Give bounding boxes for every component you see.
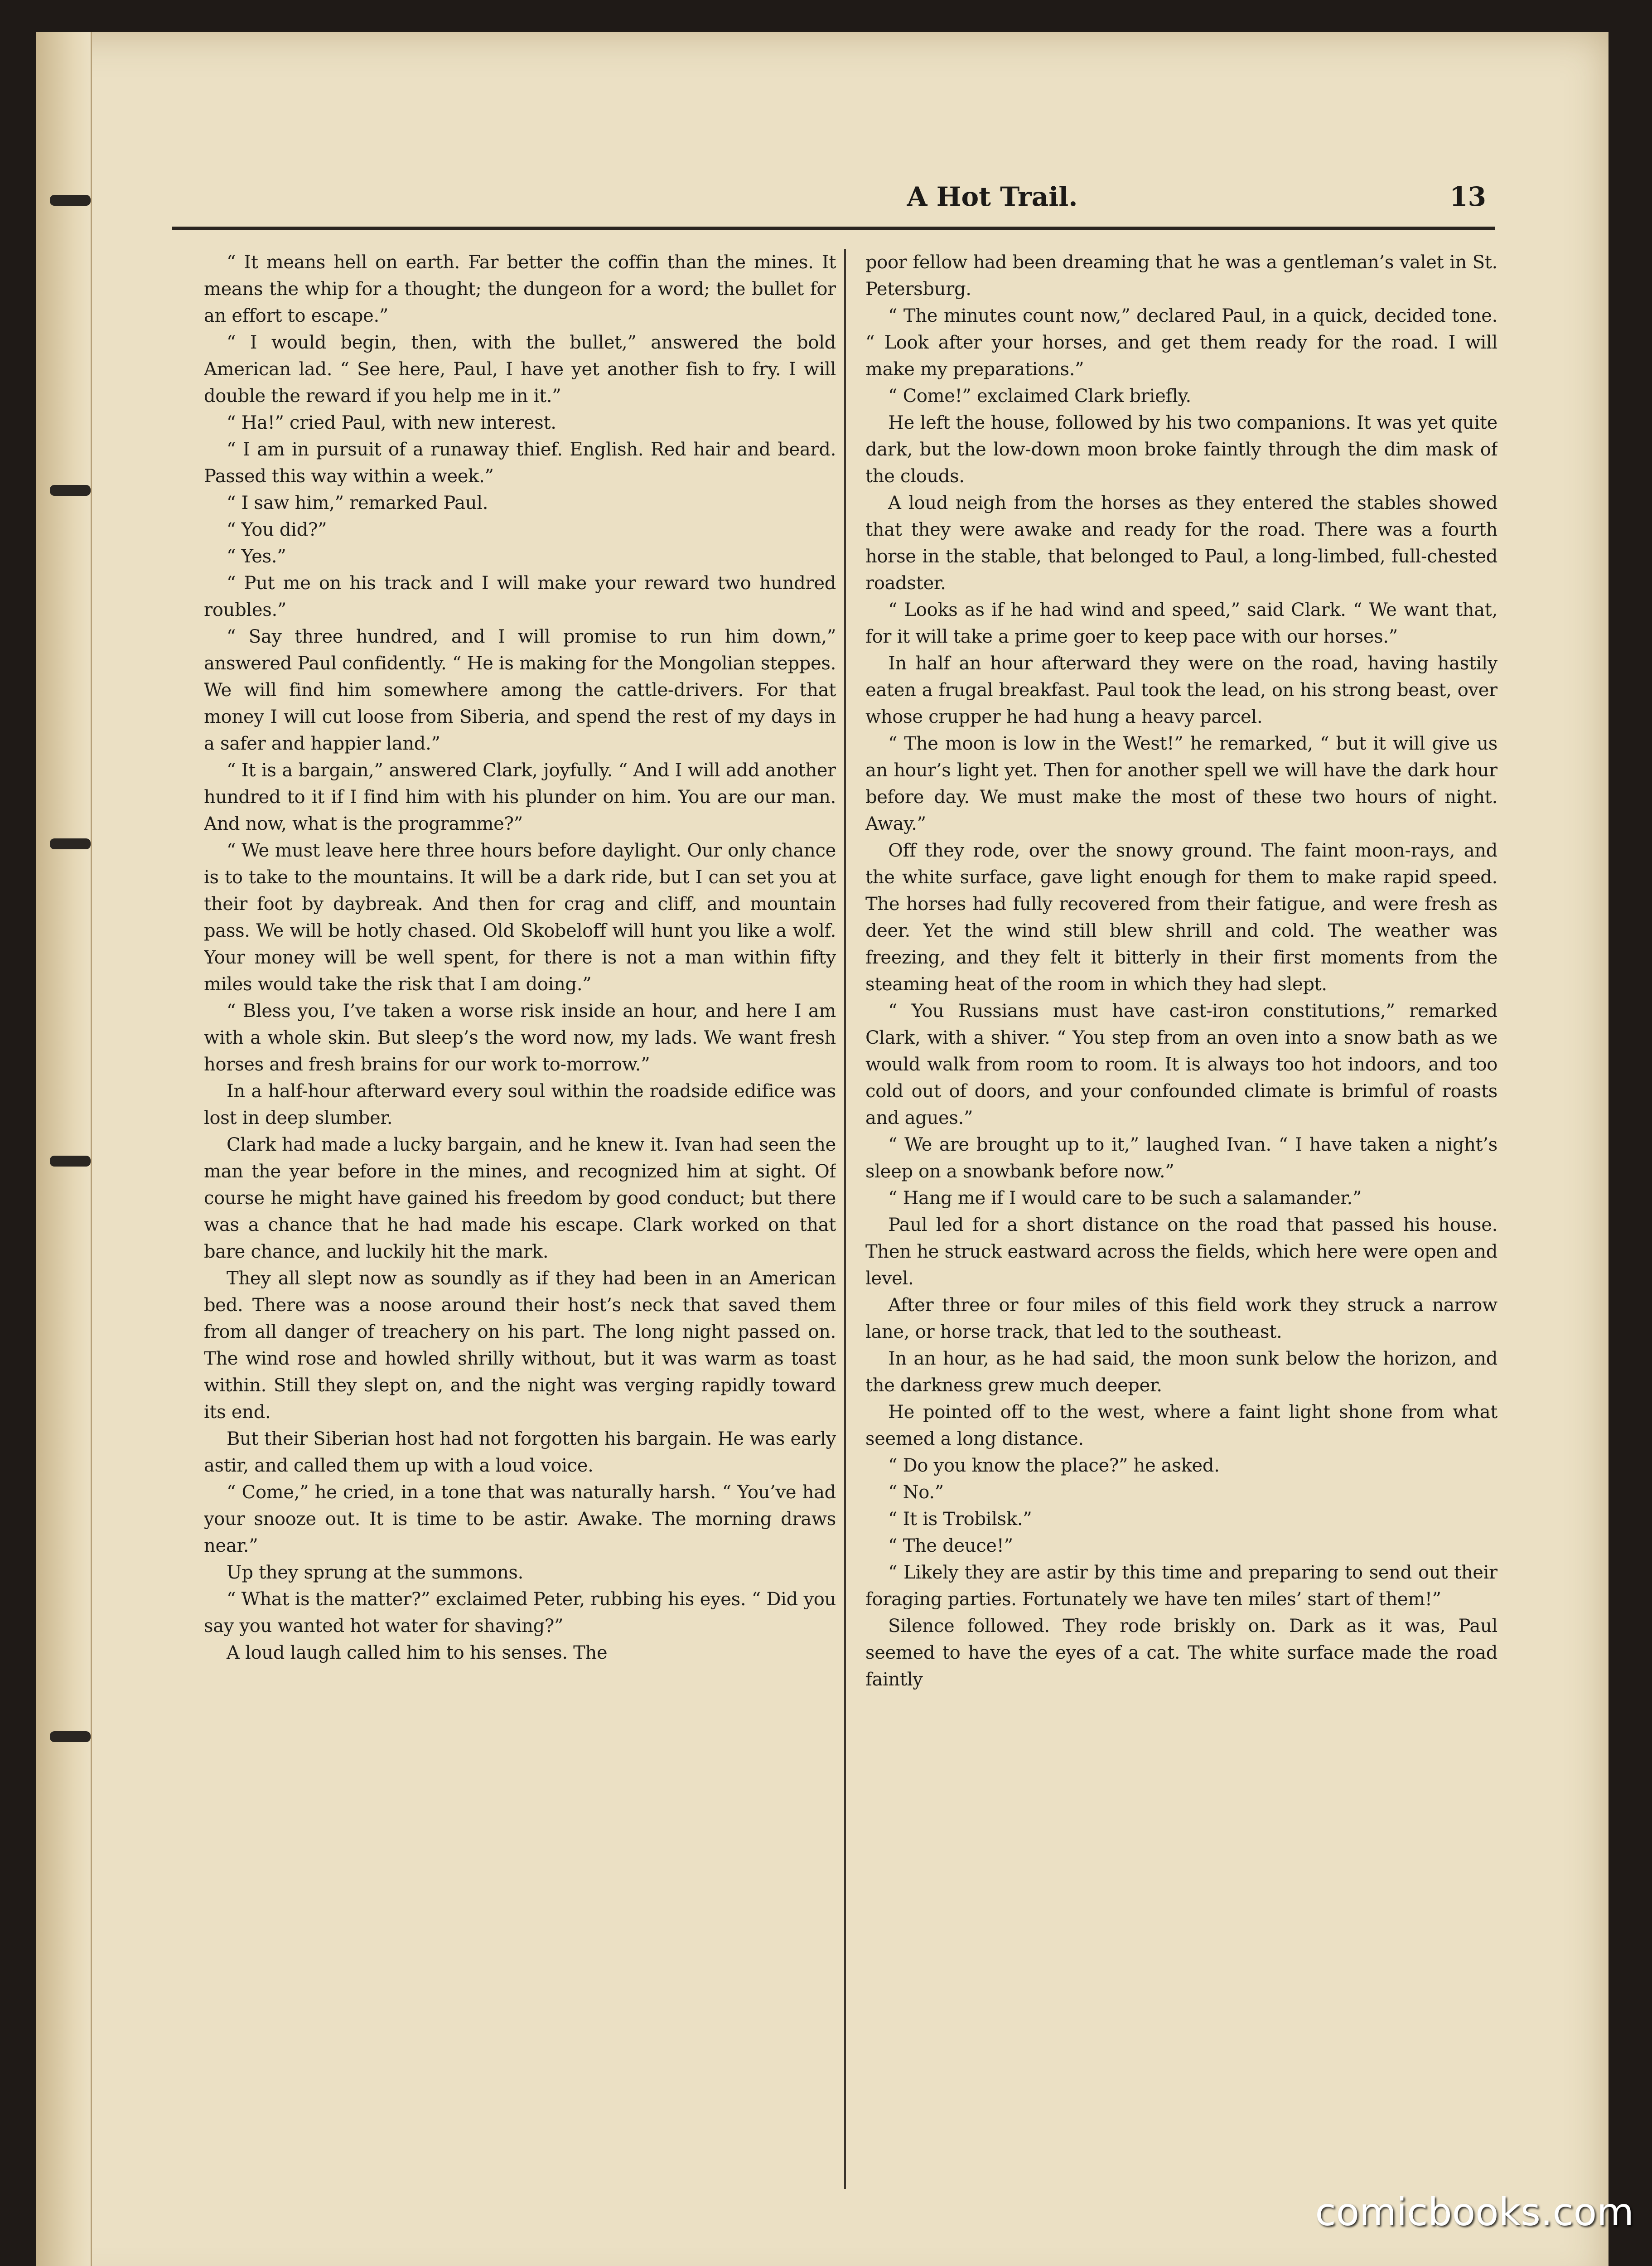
binding-stitch — [50, 1731, 91, 1742]
paragraph: In a half-hour afterward every soul within the roadside edifice was lost in deep slumber. — [204, 1081, 836, 1128]
paragraph: “ We are brought up to it,” laughed Ivan. “ I have taken a night’s sleep on a snowbank before now.” — [865, 1134, 1497, 1182]
paragraph: He pointed off to the west, where a faint light shone from what seemed a long distance. — [865, 1402, 1497, 1449]
paragraph: “ Yes.” — [227, 546, 286, 567]
paragraph: poor fellow had been dreaming that he was a gentleman’s valet in St. Petersburg. — [865, 252, 1497, 300]
paragraph: Silence followed. They rode briskly on. Dark as it was, Paul seemed to have the eyes of a cat. The white surface made the road faintly — [865, 1616, 1497, 1690]
binding-stitch — [50, 838, 91, 849]
paragraph: But their Siberian host had not forgotten his bargain. He was early astir, and called them up with a loud voice. — [204, 1428, 836, 1476]
binding-spine — [36, 32, 92, 2266]
paragraph: “ The moon is low in the West!” he remarked, “ but it will give us an hour’s light yet. Then for another spell we will have the dark hour before day. We must make the most of these two hours of night. Away.” — [865, 733, 1497, 834]
paragraph: “ Come!” exclaimed Clark briefly. — [888, 386, 1191, 407]
binding-stitch — [50, 1156, 91, 1167]
paragraph: “ I saw him,” remarked Paul. — [227, 493, 488, 513]
paragraph: “ It is a bargain,” answered Clark, joyfully. “ And I will add another hundred to it if I find him with his plunder on him. You are our man. And now, what is the programme?” — [204, 760, 836, 834]
paragraph: A loud laugh called him to his senses. The — [227, 1642, 608, 1663]
paragraph: “ The deuce!” — [888, 1535, 1013, 1556]
paragraph: “ The minutes count now,” declared Paul, in a quick, decided tone. “ Look after your horses, and get them ready for the road. I will make my preparations.” — [865, 305, 1497, 380]
column-divider — [844, 249, 846, 2189]
paragraph: “ What is the matter?” exclaimed Peter, rubbing his eyes. “ Did you say you wanted hot water for shaving?” — [204, 1589, 836, 1637]
book-page — [36, 32, 1609, 2266]
paragraph: “ I am in pursuit of a runaway thief. English. Red hair and beard. Passed this way within a week.” — [204, 439, 836, 487]
paragraph: “ Bless you, I’ve taken a worse risk inside an hour, and here I am with a whole skin. But sleep’s the word now, my lads. We want fresh horses and fresh brains for our work to-morrow.” — [204, 1001, 836, 1075]
paragraph: Off they rode, over the snowy ground. The faint moon-rays, and the white surface, gave light enough for them to make rapid speed. The horses had fully recovered from their fatigue, and were fresh as deer. Yet the wind still blew shrill and cold. The weather was freezing, and they felt it bitterly in their first moments from the steaming heat of the room in which they had slept. — [865, 840, 1497, 995]
paragraph: After three or four miles of this field work they struck a narrow lane, or horse track, that led to the southeast. — [865, 1295, 1497, 1342]
paragraph: “ You Russians must have cast-iron constitutions,” remarked Clark, with a shiver. “ You step from an oven into a snow bath as we would walk from room to room. It is always too hot indoors, and too cold out of doors, and your confounded climate is brimful of roasts and agues.” — [865, 1001, 1497, 1128]
paragraph: A loud neigh from the horses as they entered the stables showed that they were awake and ready for the road. There was a fourth horse in the stable, that belonged to Paul, a long-limbed, full-chested roadster. — [865, 493, 1497, 594]
paragraph: “ Say three hundred, and I will promise to run him down,” answered Paul confidently. “ He is making for the Mongolian steppes. We will find him somewhere among the cattle-drivers. For that money I will cut loose from Siberia, and spend the rest of my days in a safer and happier land.” — [204, 626, 836, 754]
paragraph: Clark had made a lucky bargain, and he knew it. Ivan had seen the man the year before in the mines, and recognized him at sight. Of course he might have gained his freedom by good conduct; but there was a chance that he had made his escape. Clark worked on that bare chance, and luckily hit the mark. — [204, 1134, 836, 1262]
paragraph: “ You did?” — [227, 519, 327, 540]
paragraph: “ Put me on his track and I will make your reward two hundred roubles.” — [204, 573, 836, 620]
header-rule — [172, 227, 1495, 230]
paragraph: “ Do you know the place?” he asked. — [888, 1455, 1220, 1476]
paragraph: “ We must leave here three hours before daylight. Our only chance is to take to the mountains. It will be a dark ride, but I can set you at their foot by daybreak. And then for crag and cliff, and mountain pass. We will be hotly chased. Old Skobeloff will hunt you like a wolf. Your money will be well spent, for there is not a man within fifty miles would take the risk that I am doing.” — [204, 840, 836, 995]
paragraph: “ Hang me if I would care to be such a salamander.” — [888, 1188, 1362, 1209]
paragraph: They all slept now as soundly as if they had been in an American bed. There was a noose around their host’s neck that saved them from all danger of treachery on his part. The long night passed on. The wind rose and howled shrilly without, but it was warm as toast within. Still they slept on, and the night was verging rapidly toward its end. — [204, 1268, 836, 1423]
paragraph: In an hour, as he had said, the moon sunk below the horizon, and the darkness grew much deeper. — [865, 1348, 1497, 1396]
watermark: comicbooks.com — [1315, 2190, 1634, 2234]
binding-stitch — [50, 195, 91, 206]
paragraph: Up they sprung at the summons. — [227, 1562, 524, 1583]
paragraph: In half an hour afterward they were on the road, having hastily eaten a frugal breakfast. Paul took the lead, on his strong beast, over whose crupper he had hung a heavy parcel. — [865, 653, 1497, 727]
paragraph: “ No.” — [888, 1482, 944, 1503]
paragraph: “ Come,” he cried, in a tone that was naturally harsh. “ You’ve had your snooze out. It is time to be astir. Awake. The morning draws near.” — [204, 1482, 836, 1556]
running-title: A Hot Trail. — [907, 181, 1078, 212]
paragraph: “ It is Trobilsk.” — [888, 1509, 1032, 1530]
paragraph: “ I would begin, then, with the bullet,” answered the bold American lad. “ See here, Paul, I have yet another fish to fry. I will double the reward if you help me in it.” — [204, 332, 836, 407]
paragraph: “ Ha!” cried Paul, with new interest. — [227, 412, 556, 433]
paragraph: “ Looks as if he had wind and speed,” said Clark. “ We want that, for it will take a prime goer to keep pace with our horses.” — [865, 600, 1497, 647]
paragraph: “ Likely they are astir by this time and preparing to send out their foraging parties. Fortunately we have ten miles’ start of them!” — [865, 1562, 1497, 1610]
paragraph: “ It means hell on earth. Far better the coffin than the mines. It means the whip for a thought; the dungeon for a word; the bullet for an effort to escape.” — [204, 252, 836, 326]
page-number: 13 — [1449, 181, 1486, 212]
paragraph: He left the house, followed by his two companions. It was yet quite dark, but the low-down moon broke faintly through the dim mask of the clouds. — [865, 412, 1497, 487]
binding-stitch — [50, 485, 91, 496]
paragraph: Paul led for a short distance on the road that passed his house. Then he struck eastward across the fields, which here were open and level. — [865, 1215, 1497, 1289]
right-text-column — [865, 249, 1497, 2243]
left-text-column — [204, 249, 836, 2243]
